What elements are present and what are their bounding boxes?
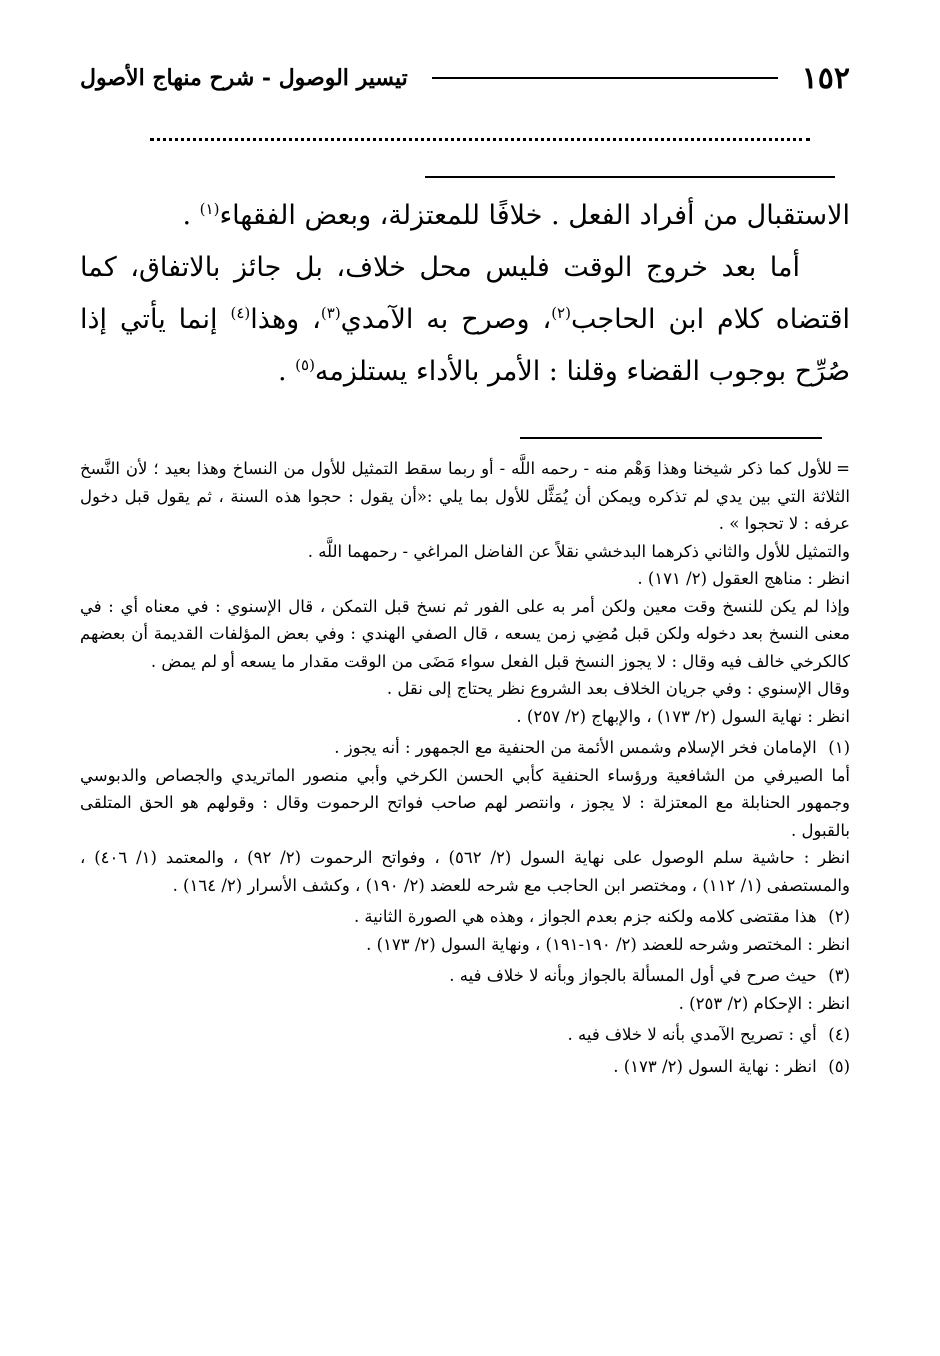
footnote-continuation [80,455,850,730]
page-header [80,58,850,98]
footnote-1 [80,734,850,899]
footnote-ref-3: (٣) [320,304,341,322]
main-paragraph-1-text: الاستقبال من أفراد الفعل . خلافًا للمعتزلة، وبعض الفقهاء [219,200,850,231]
footnote-cont-p5: وقال الإسنوي : وفي جريان الخلاف بعد الشروع نظر يحتاج إلى نقل . [386,679,850,698]
footnote-number: (٤) [828,1025,850,1044]
footnote-3 [80,962,850,1017]
main-paragraph-2-tail: . [277,356,296,387]
footnote-ref-1: (١) [199,200,220,218]
footnote-cont-p6: انظر : نهاية السول (٢/ ١٧٣) ، والإبهاج (٢/ ٢٥٧) . [516,706,850,726]
footnote-2 [80,903,850,958]
section-rule [425,176,835,178]
main-text [80,190,850,398]
footnote-1-first [80,734,850,762]
page-number: ١٥٢ [801,60,850,96]
footnote-2-more-1: انظر : المختصر وشرحه للعضد (٢/ ١٩٠-١٩١) ، ونهاية السول (٢/ ١٧٣) . [366,934,850,954]
footnote-4 [80,1021,850,1049]
main-paragraph-2-part-1: أما بعد خروج الوقت فليس محل خلاف، بل جائز بالاتفاق، كما اقتضاه كلام ابن الحاجب [80,252,850,335]
footnote-ref-5: (٥) [295,356,315,374]
footnote-rule [520,437,822,439]
footnote-cont-p4: وإذا لم يكن للنسخ وقت معين ولكن أمر به على الفور ثم نسخ قبل التمكن ، قال الإسنوي : في معناه أي : في معنى النسخ بعد دخوله ولكن قبل مُضِي زمن يسعه ، قال الصفي الهندي : وفي بعض المؤلفات القديمة أن بعضهم كالكرخي خالف فيه وقال : لا يجوز النسخ قبل الفعل سواء مَضَى من الوقت مقدار ما يسعه أو لم يمض . [80,596,850,671]
footnote-5 [80,1053,850,1081]
continuation-marker: = [836,459,850,478]
main-paragraph-2-part-3: ، وهذا [250,304,321,335]
main-paragraph-2 [80,242,850,398]
footnote-number: (٣) [828,966,850,985]
header-rule [432,77,778,79]
footnote-cont-p3: انظر : مناهج العقول (٢/ ١٧١) . [637,569,850,588]
footnote-text: هذا مقتضى كلامه ولكنه جزم بعدم الجواز ، وهذه هي الصورة الثانية . [353,907,817,926]
main-paragraph-2-part-2: ، وصرح به الآمدي [340,304,552,335]
footnote-number: (١) [828,738,850,757]
footnote-4-first [80,1021,850,1049]
footnote-2-first [80,903,850,931]
footnote-text: حيث صرح في أول المسألة بالجواز وبأنه لا خلاف فيه . [449,966,817,985]
main-paragraph-1-tail: . [182,200,200,231]
footnote-cont-line [80,455,850,538]
footnote-3-more-1: انظر : الإحكام (٢/ ٢٥٣) . [678,993,850,1013]
footnote-text: أي : تصريح الآمدي بأنه لا خلاف فيه . [567,1025,817,1044]
footnote-1-more-1: أما الصيرفي من الشافعية ورؤساء الحنفية كأبي الحسن الكرخي وأبي منصور الماتريدي والجصاص والدبوسي وجمهور الحنابلة مع المعتزلة : لا يجوز ، وانتصر لهم صاحب فواتح الرحموت وقال : وقولهم هو الحق المتلقى بالقبول . [80,765,850,840]
footnote-ref-2: (٢) [551,304,571,322]
footnote-5-first [80,1053,850,1081]
footnote-ref-4: (٤) [230,304,251,322]
footnote-number: (٢) [828,907,850,926]
dotted-separator [150,138,810,141]
main-paragraph-1 [80,190,850,242]
footnote-number: (٥) [828,1056,850,1076]
footnote-cont-text: للأول كما ذكر شيخنا وهذا وَهْم منه - رحمه اللَّه - أو ربما سقط التمثيل للأول من النساخ وهذا بعيد ؛ لأن النَّسخ الثلاثة التي بين يدي لم تذكره ويمكن أن يُمَثَّل للأول بما يلي :«أن يقول : حجوا هذه السنة ، ثم يقول قبل دخول عرفه : لا تحجوا » . [80,459,850,533]
footnote-3-first [80,962,850,990]
footnote-1-more-2: انظر : حاشية سلم الوصول على نهاية السول (٢/ ٥٦٢) ، وفواتح الرحموت (٢/ ٩٢) ، والمعتمد (١/ ٤٠٦) ، والمستصفى (١/ ١١٢) ، ومختصر ابن الحاجب مع شرحه للعضد (٢/ ١٩٠) ، وكشف الأسرار (٢/ ١٦٤) . [80,848,850,895]
footnote-text: انظر : نهاية السول (٢/ ١٧٣) . [613,1056,817,1076]
main-paragraph-2-part-4: إنما يأتي إذا صُرِّح بوجوب القضاء وقلنا : الأمر بالأداء يستلزمه [80,304,850,387]
footnotes [80,455,850,1084]
running-title: تيسير الوصول - شرح منهاج الأصول [80,65,408,91]
footnote-text: الإمامان فخر الإسلام وشمس الأئمة من الحنفية مع الجمهور : أنه يجوز . [334,738,817,757]
footnote-cont-p2: والتمثيل للأول والثاني ذكرهما البدخشي نقلاً عن الفاضل المراغي - رحمهما اللَّه . [307,541,850,561]
